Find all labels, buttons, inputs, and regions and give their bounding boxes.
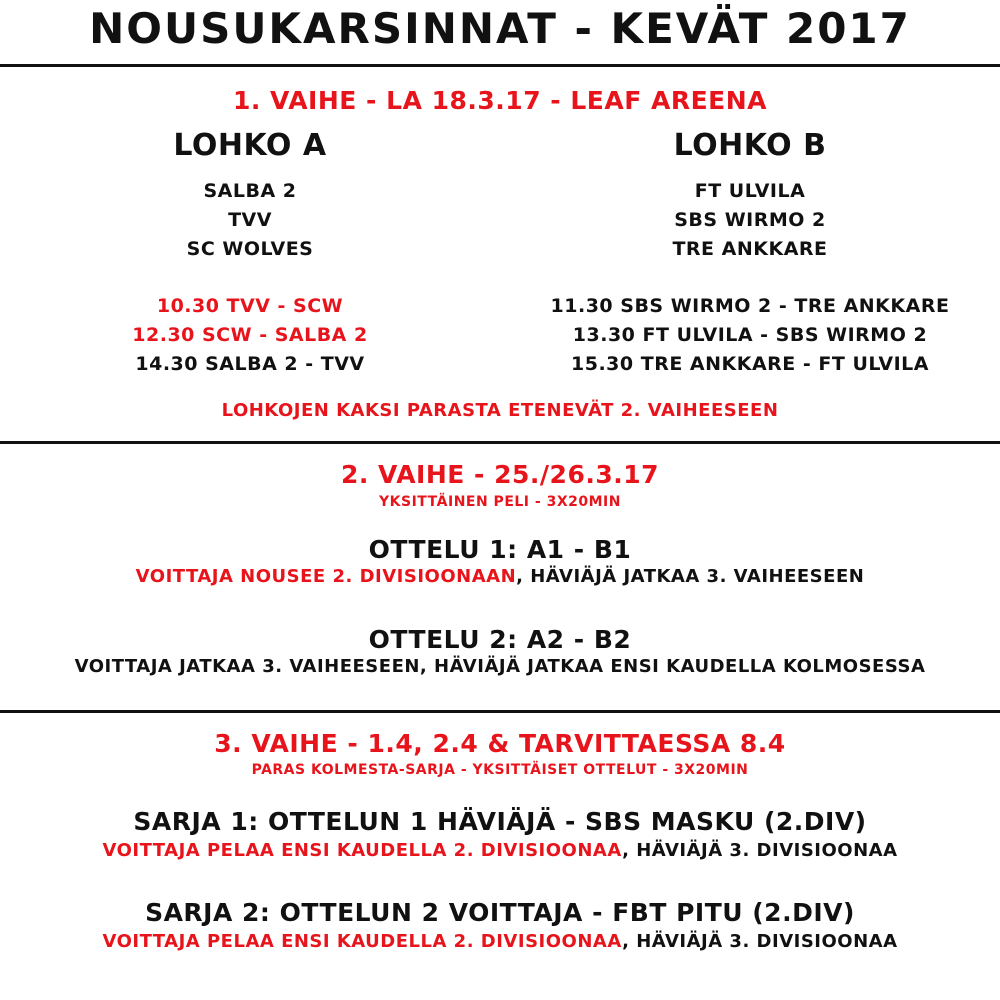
group-a-schedule — [0, 292, 500, 379]
group-a-title: LOHKO A — [173, 128, 327, 163]
stage2-subheading: YKSITTÄINEN PELI - 3X20MIN — [379, 494, 621, 510]
match1-note — [0, 566, 1000, 587]
stage1-note: LOHKOJEN KAKSI PARASTA ETENEVÄT 2. VAIHEESEEN — [221, 400, 779, 421]
stage3-heading: 3. VAIHE - 1.4, 2.4 & TARVITTAESSA 8.4 — [214, 729, 786, 758]
series2-title: SARJA 2: OTTELUN 2 VOITTAJA - FBT PITU (2.DIV) — [145, 898, 855, 927]
match1-note-loser: , HÄVIÄJÄ JATKAA 3. VAIHEESEEN — [516, 566, 865, 587]
match1-note-winner: VOITTAJA NOUSEE 2. DIVISIOONAAN — [135, 566, 517, 587]
stage3-subheading: PARAS KOLMESTA-SARJA - YKSITTÄISET OTTELUT - 3X20MIN — [251, 762, 749, 778]
divider — [0, 441, 1000, 444]
series2-note-loser: , HÄVIÄJÄ 3. DIVISIOONAA — [622, 931, 898, 952]
stage1-heading: 1. VAIHE - LA 18.3.17 - LEAF AREENA — [232, 86, 768, 115]
team-item: FT ULVILA — [694, 180, 806, 202]
divider — [0, 710, 1000, 713]
page-title: NOUSUKARSINNAT - KEVÄT 2017 — [89, 4, 911, 53]
game-item: 13.30 FT ULVILA - SBS WIRMO 2 — [572, 324, 928, 346]
series2-note — [0, 931, 1000, 952]
match2-title: OTTELU 2: A2 - B2 — [368, 625, 632, 654]
team-item: SC WOLVES — [186, 238, 314, 260]
series1-title: SARJA 1: OTTELUN 1 HÄVIÄJÄ - SBS MASKU (2.DIV) — [133, 807, 867, 836]
team-item: TRE ANKKARE — [672, 238, 828, 260]
divider — [0, 64, 1000, 67]
team-item: TVV — [228, 209, 272, 231]
game-item: 10.30 TVV - SCW — [156, 295, 344, 317]
group-b-title: LOHKO B — [673, 128, 827, 163]
team-item: SBS WIRMO 2 — [674, 209, 826, 231]
group-b — [500, 128, 1000, 264]
stage2-heading: 2. VAIHE - 25./26.3.17 — [340, 460, 660, 489]
group-b-schedule — [500, 292, 1000, 379]
match1-title: OTTELU 1: A1 - B1 — [368, 535, 632, 564]
game-item: 15.30 TRE ANKKARE - FT ULVILA — [571, 353, 929, 375]
game-item: 14.30 SALBA 2 - TVV — [135, 353, 365, 375]
game-item: 11.30 SBS WIRMO 2 - TRE ANKKARE — [550, 295, 950, 317]
group-a — [0, 128, 500, 264]
series2-note-winner: VOITTAJA PELAA ENSI KAUDELLA 2. DIVISIOONAA — [102, 931, 623, 952]
series1-note-loser: , HÄVIÄJÄ 3. DIVISIOONAA — [622, 840, 898, 861]
match2-note: VOITTAJA JATKAA 3. VAIHEESEEN, HÄVIÄJÄ JATKAA ENSI KAUDELLA KOLMOSESSA — [74, 656, 926, 677]
game-item: 12.30 SCW - SALBA 2 — [132, 324, 368, 346]
series1-note — [0, 840, 1000, 861]
team-item: SALBA 2 — [203, 180, 297, 202]
series1-note-winner: VOITTAJA PELAA ENSI KAUDELLA 2. DIVISIOONAA — [102, 840, 623, 861]
